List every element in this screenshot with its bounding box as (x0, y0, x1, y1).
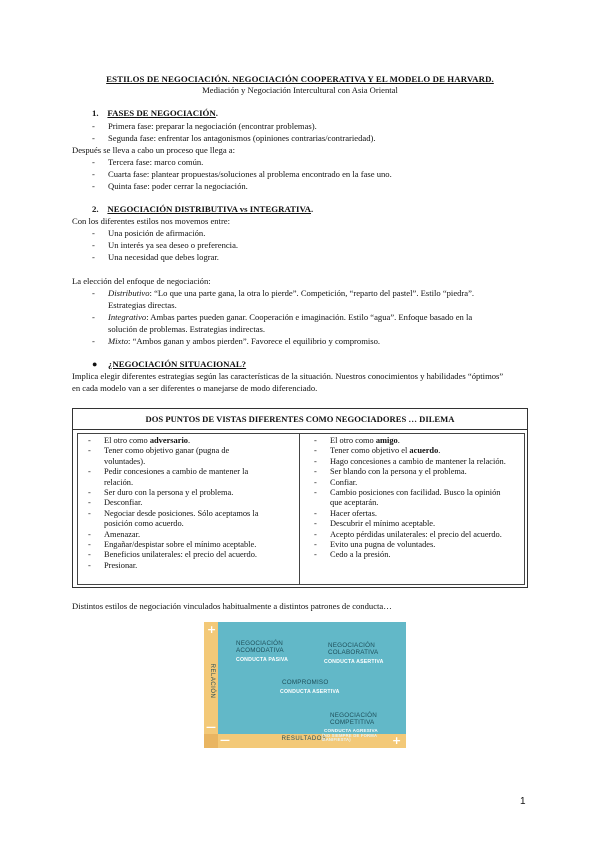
dash-marker: - (88, 529, 91, 539)
colaborativa-subtitle: CONDUCTA ASERTIVA (324, 659, 384, 665)
section-3-paragraph-line-2: en cada modelo van a ser diferentes o manejarse de modo diferenciado. (72, 383, 318, 393)
section-2-list: - Una posición de afirmación. - Un interés ya sea deseo o preferencia. - Una necesidad que debes lograr. (92, 228, 239, 262)
section-1-title: FASES DE NEGOCIACIÓN (107, 108, 216, 118)
enfoque-term: Mixto (108, 336, 129, 346)
dilemma-item-text: Negociar desde posiciones. Sólo aceptamos la posición como acuerdo. (104, 508, 259, 529)
column-divider (299, 434, 300, 584)
section-2-title: NEGOCIACIÓN DISTRIBUTIVA vs INTEGRATIVA (107, 204, 312, 214)
section-3-paragraph-line-1: Implica elegir diferentes estrategias según las características de la situación. Nuestros conocimientos y habilidades “óptimos” (72, 371, 504, 381)
enfoque-distributivo (108, 288, 474, 299)
enfoque-desc-cont: Estrategias directas. (108, 300, 177, 310)
dilemma-item-text: Hacer ofertas. (330, 508, 377, 518)
section-2-title-suffix: . (311, 204, 314, 214)
colaborativa-title-1: NEGOCIACIÓN (328, 642, 375, 649)
dilemma-item-text: Tener como objetivo el (330, 446, 410, 456)
dash-marker: - (88, 560, 91, 570)
y-axis-label: RELACIÓN (209, 663, 215, 699)
enfoque-desc: : Ambas partes pueden ganar. Cooperación e imaginación. Estilo “agua”. Enfoque basado en la (146, 312, 473, 322)
dash-marker: - (314, 519, 317, 529)
section-1-heading (92, 108, 218, 119)
dilemma-item (308, 540, 508, 550)
dash-marker: - (314, 529, 317, 539)
minus-icon: — (220, 735, 230, 746)
dilemma-item-text: Amenazar. (104, 529, 141, 539)
adversary-column (82, 436, 272, 571)
dilemma-item-suffix: . (397, 436, 400, 445)
x-axis-label: RESULTADOS (281, 736, 327, 742)
enfoque-list: - Distributivo: “Lo que una parte gana, la otra lo pierde”. Competición, “reparto del pastel”. Estilo “piedra”. Estrategias directas. - Integrativo: Ambas partes pueden ganar. Cooperación e imaginación. Estilo “agua”. Enfoque basado en la solución de problemas. Estrategias indirectas. - Mixto: “Ambos ganan y ambos pierden”. Favorece el equilibrio y compromiso. (92, 288, 475, 346)
dilemma-item-text: Acepto pérdidas unilaterales: el precio del acuerdo. (330, 529, 502, 539)
competitiva-title-2: COMPETITIVA (330, 719, 375, 726)
dash-marker: - (88, 508, 91, 518)
dash-marker: - (88, 488, 91, 498)
dilemma-item (82, 530, 272, 540)
dilemma-item-text: Confiar. (330, 477, 358, 487)
competitiva-subtitle-1: CONDUCTA AGRESIVA (324, 728, 378, 733)
section-3-heading (0, 359, 600, 371)
list-item: Quinta fase: poder cerrar la negociación. (108, 181, 248, 191)
dilemma-item-text: El otro como (330, 436, 376, 445)
dilemma-item-emphasis: adversario (149, 436, 188, 445)
enfoque-intro: La elección del enfoque de negociación: (72, 276, 211, 286)
dash-marker: - (314, 550, 317, 560)
dilemma-item (82, 540, 272, 550)
competitiva-title-1: NEGOCIACIÓN (330, 712, 377, 719)
competitiva-subtitle-2: (NO SIEMPRE DE FORMA (322, 733, 378, 738)
acomodativa-title-2: ACOMODATIVA (236, 647, 284, 654)
list-item: Una posición de afirmación. (108, 228, 206, 238)
dilemma-header: DOS PUNTOS DE VISTAS DIFERENTES COMO NEGOCIADORES … DILEMA (73, 409, 527, 430)
document-title: ESTILOS DE NEGOCIACIÓN. NEGOCIACIÓN COOPERATIVA Y EL MODELO DE HARVARD. (106, 74, 494, 84)
list-item: Cuarta fase: plantear propuestas/soluciones al problema encontrado en la fase uno. (108, 169, 392, 179)
dilemma-item-text: Cedo a la presión. (330, 550, 391, 560)
enfoque-desc: : “Lo que una parte gana, la otra lo pierde”. Competición, “reparto del pastel”. Estilo “piedra”. (149, 288, 475, 298)
dash-marker: - (314, 540, 317, 550)
dilemma-item-suffix: . (187, 436, 191, 445)
dash-marker: - (314, 488, 317, 498)
dilemma-item (82, 509, 272, 530)
bullet-icon: ● (92, 359, 98, 369)
enfoque-desc-cont: solución de problemas. Estrategias indirectas. (108, 324, 266, 334)
list-item: Una necesidad que debes lograr. (108, 252, 219, 262)
dash-marker: - (88, 550, 91, 560)
dilemma-item-text: Ser blando con la persona y el problema. (330, 467, 467, 477)
competitiva-subtitle-3: MANIFIESTA) (322, 737, 351, 742)
axis-corner (204, 734, 218, 748)
dilemma-item (308, 509, 508, 519)
dilemma-item (308, 467, 508, 477)
enfoque-integrativo (108, 312, 472, 323)
dash-marker: - (88, 436, 91, 445)
section-2-heading (92, 204, 313, 215)
compromiso-title: COMPROMISO (282, 679, 329, 686)
dilemma-item-text: Desconfiar. (104, 498, 143, 508)
dilemma-item (82, 436, 272, 446)
dash-marker: - (88, 498, 91, 508)
list-item: Primera fase: preparar la negociación (encontrar problemas). (108, 121, 317, 131)
dash-marker: - (314, 436, 317, 445)
list-item: Un interés ya sea deseo o preferencia. (108, 240, 239, 250)
dilemma-item-text: Evito una pugna de voluntades. (330, 540, 436, 550)
dash-marker: - (314, 446, 317, 456)
colaborativa-title-2: COLABORATIVA (328, 649, 379, 656)
dilemma-item-text: Presionar. (104, 560, 138, 570)
compromiso-subtitle: CONDUCTA ASERTIVA (280, 689, 340, 695)
dilemma-item-text: Descubrir el mínimo aceptable. (330, 519, 436, 529)
acomodativa-title-1: NEGOCIACIÓN (236, 640, 283, 647)
friend-column (308, 436, 508, 561)
dilemma-item-text: Ser duro con la persona y el problema. (104, 488, 234, 498)
dilemma-item (308, 446, 508, 456)
section-1-title-suffix: . (215, 108, 218, 118)
page-number: 1 (520, 796, 526, 807)
section-3-title-text: ¿NEGOCIACIÓN SITUACIONAL? (108, 359, 247, 369)
dilemma-item-suffix: . (438, 446, 441, 456)
section-3-title (108, 359, 246, 370)
dilemma-item-text: Pedir concesiones a cambio de mantener la relación. (104, 467, 249, 487)
list-item: Tercera fase: marco común. (108, 157, 204, 167)
plus-icon: + (207, 623, 217, 636)
section-1-intro-b: Después se lleva a cabo un proceso que llega a: (72, 145, 235, 155)
dilemma-item (308, 550, 508, 560)
dilemma-item-text: Hago concesiones a cambio de mantener la relación. (330, 456, 506, 466)
enfoque-desc: : “Ambos ganan y ambos pierden”. Favorece el equilibrio y compromiso. (128, 336, 381, 346)
dilemma-item (82, 488, 272, 498)
dilemma-item (82, 446, 272, 467)
enfoque-term: Distributivo (108, 288, 150, 298)
dilemma-item-emphasis: acuerdo (409, 446, 439, 456)
acomodativa-subtitle: CONDUCTA PASIVA (236, 657, 289, 663)
plus-icon: + (392, 734, 402, 747)
enfoque-term: Integrativo (108, 312, 147, 322)
section-1-number: 1. (92, 108, 99, 118)
dilemma-item (308, 436, 508, 446)
dash-marker: - (314, 477, 317, 487)
section-1-list-b: - Tercera fase: marco común. - Cuarta fase: plantear propuestas/soluciones al problema encontrado en la fase uno. - Quinta fase: poder cerrar la negociación. (92, 157, 392, 191)
closing-text: Distintos estilos de negociación vinculados habitualmente a distintos patrones de conducta… (72, 601, 392, 611)
list-item: Segunda fase: enfrentar los antagonismos (opiniones contrarias/contrariedad). (108, 133, 376, 143)
dash-marker: - (88, 446, 91, 456)
dilemma-item-text: Beneficios unilaterales: el precio del acuerdo. (104, 550, 258, 560)
dilemma-item-text: El otro como (104, 436, 150, 445)
section-2-intro: Con los diferentes estilos nos movemos entre: (72, 216, 231, 226)
dilemma-item (82, 561, 272, 571)
dash-marker: - (88, 540, 91, 550)
dilemma-item (82, 550, 272, 560)
document-subtitle: Mediación y Negociación Intercultural con Asia Oriental (202, 85, 398, 95)
dash-marker: - (314, 456, 317, 466)
dilemma-item-text: Tener como objetivo ganar (pugna de voluntades). (104, 446, 230, 466)
dilemma-item (82, 498, 272, 508)
dilemma-item-emphasis: amigo (375, 436, 398, 445)
dilemma-item (82, 467, 272, 488)
section-2-number: 2. (92, 204, 99, 214)
negotiation-styles-diagram (204, 622, 406, 748)
dilemma-item-text: Cambio posiciones con facilidad. Busco la opinión que aceptarán. (330, 488, 501, 508)
dilemma-item-text: Engañar/despistar sobre el mínimo aceptable. (104, 540, 257, 550)
dilemma-item (308, 530, 508, 540)
enfoque-mixto (108, 336, 380, 347)
dilemma-item (308, 478, 508, 488)
minus-icon: — (206, 722, 216, 733)
dilemma-columns (77, 433, 525, 585)
dilemma-item (308, 457, 508, 467)
dilemma-table (72, 408, 528, 588)
dash-marker: - (314, 508, 317, 518)
dilemma-item (308, 488, 508, 509)
dilemma-item (308, 519, 508, 529)
dash-marker: - (88, 467, 91, 477)
dash-marker: - (314, 467, 317, 477)
section-1-list-a: - Primera fase: preparar la negociación (encontrar problemas). - Segunda fase: enfrentar los antagonismos (opiniones contrarias/contrariedad). (92, 121, 376, 143)
